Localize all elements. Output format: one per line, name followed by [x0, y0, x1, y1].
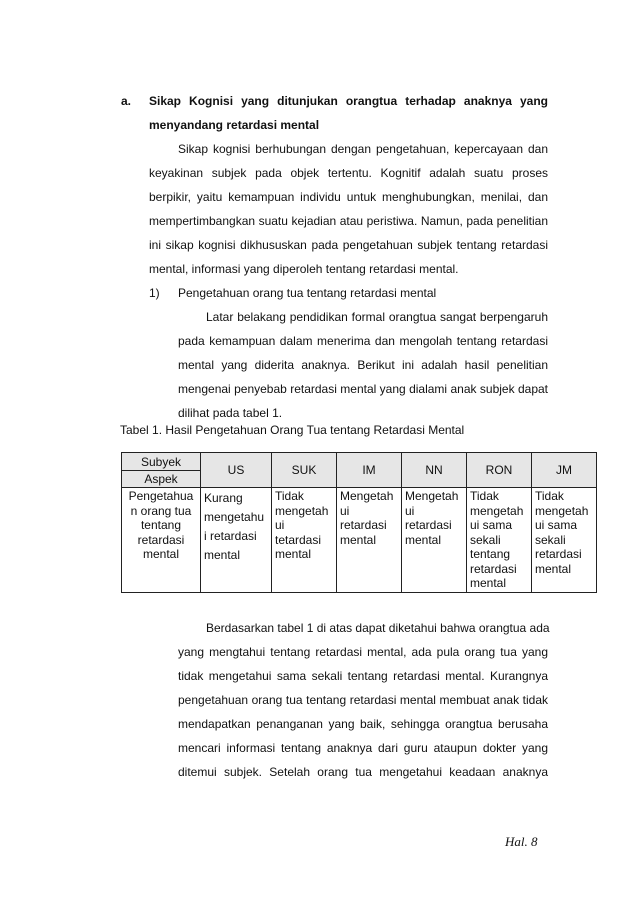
item-1-paragraph-line: pada kemampuan dalam menerima dan mengolah tentang retardasi	[178, 334, 548, 348]
cell-line: tentang	[470, 547, 511, 561]
section-a-paragraph-line: mental, informasi yang diperoleh tentang retardasi mental.	[149, 262, 459, 276]
cell-line: retardasi	[470, 561, 517, 576]
item-1-title: Pengetahuan orang tua tentang retardasi mental	[178, 286, 437, 300]
section-a-paragraph-line: berpikir, yaitu kemampuan individu untuk menghubungkan, menilai, dan	[149, 190, 548, 204]
column-header: NN	[402, 453, 467, 488]
section-a-paragraph-line: mempertimbangkan suatu kejadian atau peristiwa. Namun, pada penelitian	[149, 214, 548, 228]
item-1-number: 1)	[149, 286, 160, 300]
item-1-paragraph-line: mental yang diderita anaknya. Berikut ini adalah hasil penelitian	[178, 358, 548, 372]
corner-subyek-label: Subyek	[122, 454, 200, 471]
cell-line: sekali	[535, 532, 566, 547]
column-header: US	[201, 453, 272, 488]
cell-line: retardasi	[535, 547, 582, 561]
cell-line: ui sama	[470, 518, 513, 532]
cell-line: mental	[535, 561, 572, 576]
conclusion-line: mencari informasi tentang anaknya dari guru ataupun dokter yang	[178, 741, 548, 755]
section-a-paragraph-line: Sikap kognisi berhubungan dengan pengetahuan, kepercayaan dan	[178, 142, 548, 156]
row-label-line: Pengetahua	[128, 489, 194, 503]
conclusion-line: pengetahuan orang tua tentang retardasi mental membuat anak tidak	[178, 693, 548, 707]
item-1-paragraph-line: mengenai penyebab retardasi mental yang dialami anak subjek dapat	[178, 382, 548, 396]
cell-line: mental	[340, 532, 377, 547]
row-label-line: mental	[142, 547, 180, 561]
table-cell-suk	[272, 488, 337, 593]
table-row	[122, 488, 597, 593]
table-header-row	[122, 453, 597, 488]
table-cell-us	[201, 488, 272, 593]
conclusion-line: Berdasarkan tabel 1 di atas dapat diketahui bahwa orangtua ada	[206, 621, 550, 635]
column-header: IM	[337, 453, 402, 488]
conclusion-line: mendapatkan penanganan yang baik, sehingga orangtua berusaha	[178, 717, 548, 731]
row-label-line: tentang	[140, 518, 182, 532]
cell-line: mengetah	[275, 503, 329, 518]
cell-line: Tidak	[275, 489, 304, 503]
cell-line: sekali	[470, 532, 501, 547]
column-header: JM	[532, 453, 597, 488]
table-cell-im	[337, 488, 402, 593]
cell-line: mengetah	[470, 503, 524, 518]
cell-line: mental	[470, 576, 507, 590]
section-a-paragraph-line: keyakinan subjek pada objek tertentu. Kognitif adalah suatu proses	[149, 166, 548, 180]
conclusion-line: yang mengtahui tentang retardasi mental, ada pula orang tua yang	[178, 645, 548, 659]
conclusion-line: ditemui subjek. Setelah orang tua mengetahui keadaan anaknya	[178, 765, 548, 779]
cell-line: Mengetah	[340, 489, 394, 503]
cell-line: tetardasi	[275, 532, 322, 547]
cell-line: mental	[405, 532, 442, 547]
row-label-cell	[122, 488, 201, 593]
section-a-paragraph-line: ini sikap kognisi dikhususkan pada pengetahuan subjek tentang retardasi	[149, 238, 548, 252]
cell-line: ui	[340, 503, 350, 518]
table-cell-ron	[467, 488, 532, 593]
cell-line: mental	[204, 548, 241, 562]
section-a-heading-line1: Sikap Kognisi yang ditunjukan orangtua terhadap anaknya yang	[149, 94, 548, 108]
conclusion-line: tidak mengetahui sama sekali tentang retardasi mental. Kurangnya	[178, 669, 548, 683]
table-corner-cell	[122, 453, 201, 488]
cell-line: Kurang	[204, 491, 243, 505]
table-caption: Tabel 1. Hasil Pengetahuan Orang Tua tentang Retardasi Mental	[120, 423, 465, 437]
results-table	[121, 452, 597, 593]
cell-line: ui	[275, 518, 285, 532]
cell-line: mental	[275, 547, 312, 561]
section-a-label: a.	[121, 94, 132, 108]
cell-line: retardasi	[340, 518, 387, 532]
cell-line: ui	[405, 503, 415, 518]
cell-line: i retardasi	[204, 529, 257, 543]
cell-line: ui sama	[535, 518, 578, 532]
table-cell-nn	[402, 488, 467, 593]
cell-line: Tidak	[470, 489, 499, 503]
row-label-line: n orang tua	[130, 503, 192, 518]
table-cell-jm	[532, 488, 597, 593]
cell-line: mengetahu	[204, 510, 265, 524]
item-1-paragraph-line: dilihat pada tabel 1.	[178, 406, 283, 420]
cell-line: Mengetah	[405, 489, 459, 503]
section-a-heading-line2: menyandang retardasi mental	[149, 118, 320, 132]
cell-line: mengetah	[535, 503, 589, 518]
page-number: Hal. 8	[505, 834, 538, 849]
cell-line: Tidak	[535, 489, 564, 503]
cell-line: retardasi	[405, 518, 452, 532]
row-label-line: retardasi	[137, 532, 185, 547]
item-1-paragraph-line: Latar belakang pendidikan formal orangtua sangat berpengaruh	[206, 310, 548, 324]
column-header: RON	[467, 453, 532, 488]
corner-aspek-label: Aspek	[144, 471, 178, 486]
column-header: SUK	[272, 453, 337, 488]
